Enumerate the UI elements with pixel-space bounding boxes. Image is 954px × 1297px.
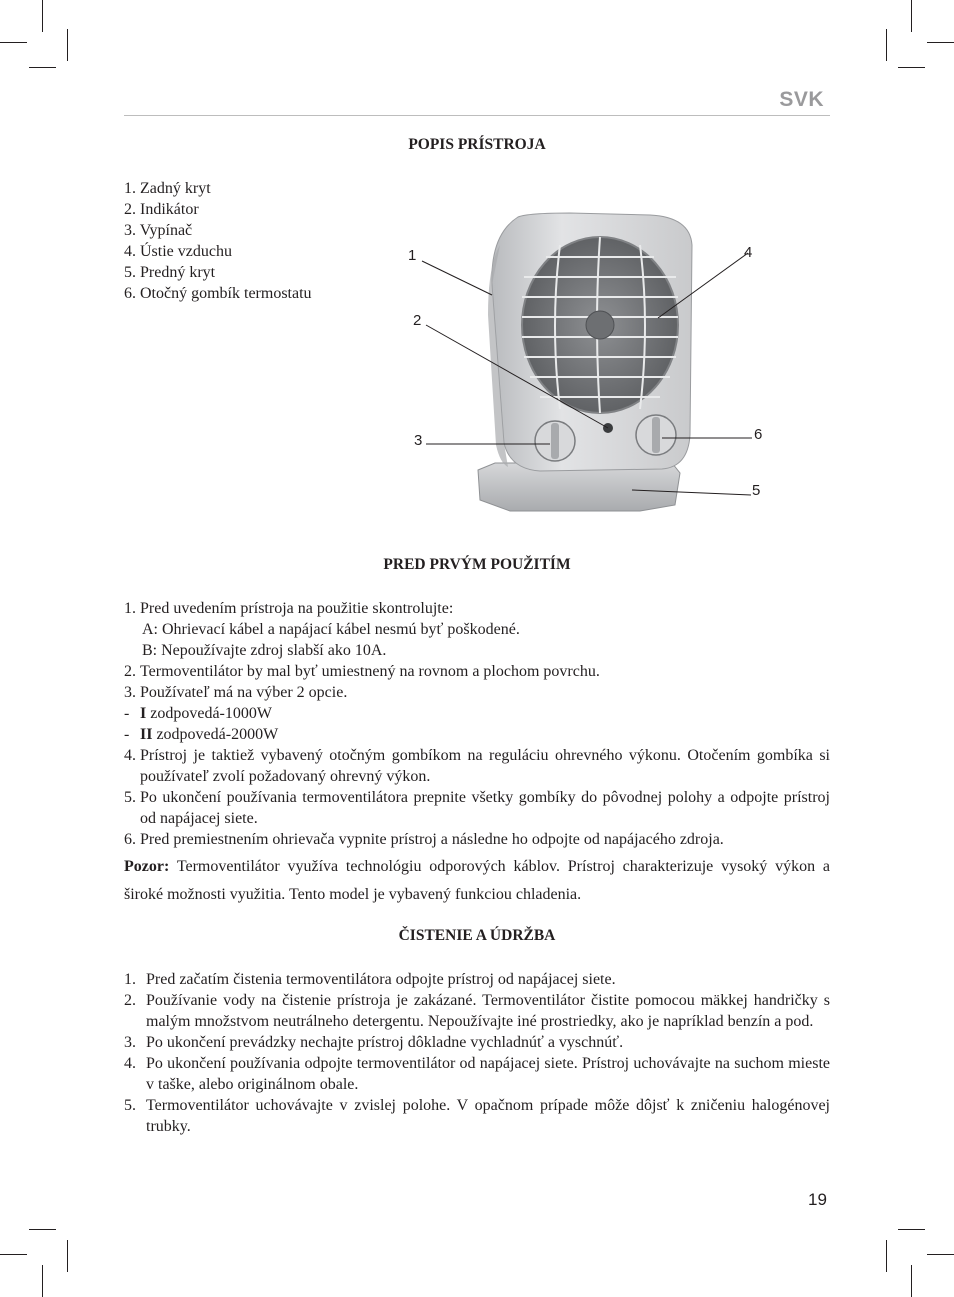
callout-6: 6 <box>754 426 763 443</box>
header-rule <box>124 115 830 116</box>
list-item: 3. Po ukončení prevádzky nechajte prístroj dôkladne vychladnúť a vyschnúť. <box>124 1034 624 1051</box>
crop-mark <box>898 1229 925 1230</box>
crop-mark <box>42 1265 43 1297</box>
warning-paragraph <box>124 853 830 909</box>
crop-mark <box>67 29 68 61</box>
callout-5: 5 <box>752 482 761 499</box>
parts-list <box>124 178 312 304</box>
parts-list-item: 5. Predný kryt <box>124 264 216 281</box>
crop-mark <box>0 1254 27 1255</box>
option-item: - II zodpovedá-2000W <box>124 726 279 743</box>
option-item: - I zodpovedá-1000W <box>124 705 272 722</box>
crop-mark <box>927 42 954 43</box>
first-use-instructions <box>124 598 830 909</box>
crop-mark <box>67 1240 68 1272</box>
parts-list-item: 3. Vypínač <box>124 222 193 239</box>
warning-text: Termoventilátor využíva technológiu odporových káblov. Prístroj charakterizuje vysoký výkon a široké možnosti využitia. Tento model je vybavený funkciou chladenia. <box>124 858 831 903</box>
callout-2: 2 <box>413 312 422 329</box>
callout-4: 4 <box>744 244 753 261</box>
callout-3: 3 <box>414 432 423 449</box>
list-item: 6. Pred premiestnením ohrievača vypnite prístroj a následne ho odpojte od napájacého zdroja. <box>124 831 724 848</box>
list-item: 4. Prístroj je taktiež vybavený otočným gombíkom na reguláciu ohrevného výkonu. Otočením gombíka si používateľ zvolí požadovaný ohrevný výkon. <box>124 747 830 785</box>
section-title-first-use: PRED PRVÝM POUŽITÍM <box>383 556 571 573</box>
heater-diagram <box>400 205 770 520</box>
list-subitem: B: Nepoužívajte zdroj slabší ako 10A. <box>142 642 387 659</box>
heater-illustration <box>478 213 692 511</box>
crop-mark <box>29 1229 56 1230</box>
parts-list-item: 4. Ústie vzduchu <box>124 243 232 260</box>
list-item: 1. Pred uvedením prístroja na použitie skontrolujte: <box>124 600 454 617</box>
list-item: 2. Používanie vody na čistenie prístroja je zakázané. Termoventilátor čistite pomocou mäkkej handričky s malým množstvom neutrálneho detergentu. Nepoužívajte iné prostriedky, ako je napríklad benzín a pod. <box>124 992 830 1030</box>
parts-list-item: 6. Otočný gombík termostatu <box>124 285 312 302</box>
list-item: 3. Používateľ má na výber 2 opcie. <box>124 684 348 701</box>
crop-mark <box>911 0 912 32</box>
crop-mark <box>927 1254 954 1255</box>
warning-label: Pozor: <box>124 858 170 875</box>
cleaning-instructions <box>124 969 830 1137</box>
crop-mark <box>898 67 925 68</box>
parts-list-item: 1. Zadný kryt <box>124 180 211 197</box>
page-number: 19 <box>808 1190 827 1209</box>
crop-mark <box>911 1265 912 1297</box>
section-title-cleaning: ČISTENIE A ÚDRŽBA <box>398 927 556 944</box>
parts-list-item: 2. Indikátor <box>124 201 199 218</box>
crop-mark <box>0 42 27 43</box>
list-item: 1. Pred začatím čistenia termoventilátora odpojte prístroj od napájacej siete. <box>124 971 616 988</box>
crop-mark <box>886 1240 887 1272</box>
list-item: 2. Termoventilátor by mal byť umiestnený na rovnom a plochom povrchu. <box>124 663 600 680</box>
section-title-description: POPIS PRÍSTROJA <box>408 136 546 153</box>
language-code: SVK <box>779 88 824 111</box>
crop-mark <box>29 67 56 68</box>
list-item: 5. Termoventilátor uchovávajte v zvislej polohe. V opačnom prípade môže dôjsť k zničeniu halogénovej trubky. <box>124 1097 830 1135</box>
crop-mark <box>42 0 43 32</box>
list-item: 5. Po ukončení používania termoventilátora prepnite všetky gombíky do pôvodnej polohy a odpojte prístroj od napájacej siete. <box>124 789 830 827</box>
list-item: 4. Po ukončení používania odpojte termoventilátor od napájacej siete. Prístroj uchovávajte na suchom mieste v taške, alebo originálnom obale. <box>124 1055 830 1093</box>
callout-1: 1 <box>408 247 417 264</box>
list-subitem: A: Ohrievací kábel a napájací kábel nesmú byť poškodené. <box>142 621 520 638</box>
crop-mark <box>886 29 887 61</box>
